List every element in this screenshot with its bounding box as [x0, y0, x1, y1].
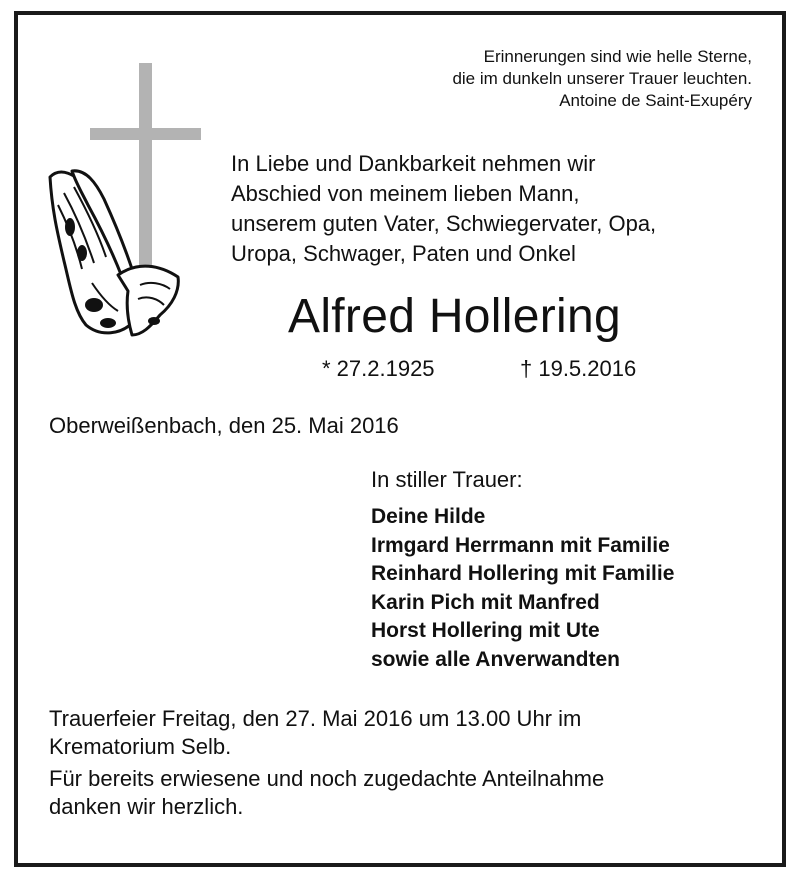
place-and-date: Oberweißenbach, den 25. Mai 2016 [49, 413, 399, 438]
praying-hands-icon [42, 165, 182, 340]
ceremony-line: Krematorium Selb. [49, 734, 232, 759]
thanks-text [49, 765, 604, 821]
intro-line: Uropa, Schwager, Paten und Onkel [231, 241, 576, 266]
quote-line: Erinnerungen sind wie helle Sterne, [483, 47, 752, 66]
birth-date: * 27.2.1925 [322, 356, 435, 381]
quote-block [452, 46, 752, 112]
thanks-line: Für bereits erwiesene und noch zugedachte Anteilnahme [49, 766, 605, 791]
quote-author: Antoine de Saint-Exupéry [559, 91, 752, 110]
intro-text [231, 149, 656, 269]
deceased-name: Alfred Hollering [288, 290, 621, 343]
death-date: † 19.5.2016 [520, 356, 637, 381]
mourner-name: Karin Pich mit Manfred [371, 590, 600, 614]
cross-icon-horizontal [90, 128, 201, 140]
mourner-name: Horst Hollering mit Ute [371, 619, 600, 642]
ceremony-line: Trauerfeier Freitag, den 27. Mai 2016 um 13.00 Uhr im [49, 706, 582, 731]
thanks-line: danken wir herzlich. [49, 794, 244, 819]
quote-line: die im dunkeln unserer Trauer leuchten. [452, 69, 752, 88]
intro-line: unserem guten Vater, Schwiegervater, Opa, [231, 211, 657, 236]
intro-line: In Liebe und Dankbarkeit nehmen wir [231, 151, 596, 176]
intro-line: Abschied von meinem lieben Mann, [231, 181, 580, 206]
mourner-name: Irmgard Herrmann mit Familie [371, 533, 670, 557]
mourning-heading: In stiller Trauer: [371, 467, 523, 492]
mourners-list [371, 503, 674, 674]
mourner-name: sowie alle Anverwandten [371, 647, 620, 671]
ceremony-info [49, 705, 581, 761]
mourner-name: Reinhard Hollering mit Familie [371, 562, 675, 585]
mourner-name: Deine Hilde [371, 505, 486, 528]
